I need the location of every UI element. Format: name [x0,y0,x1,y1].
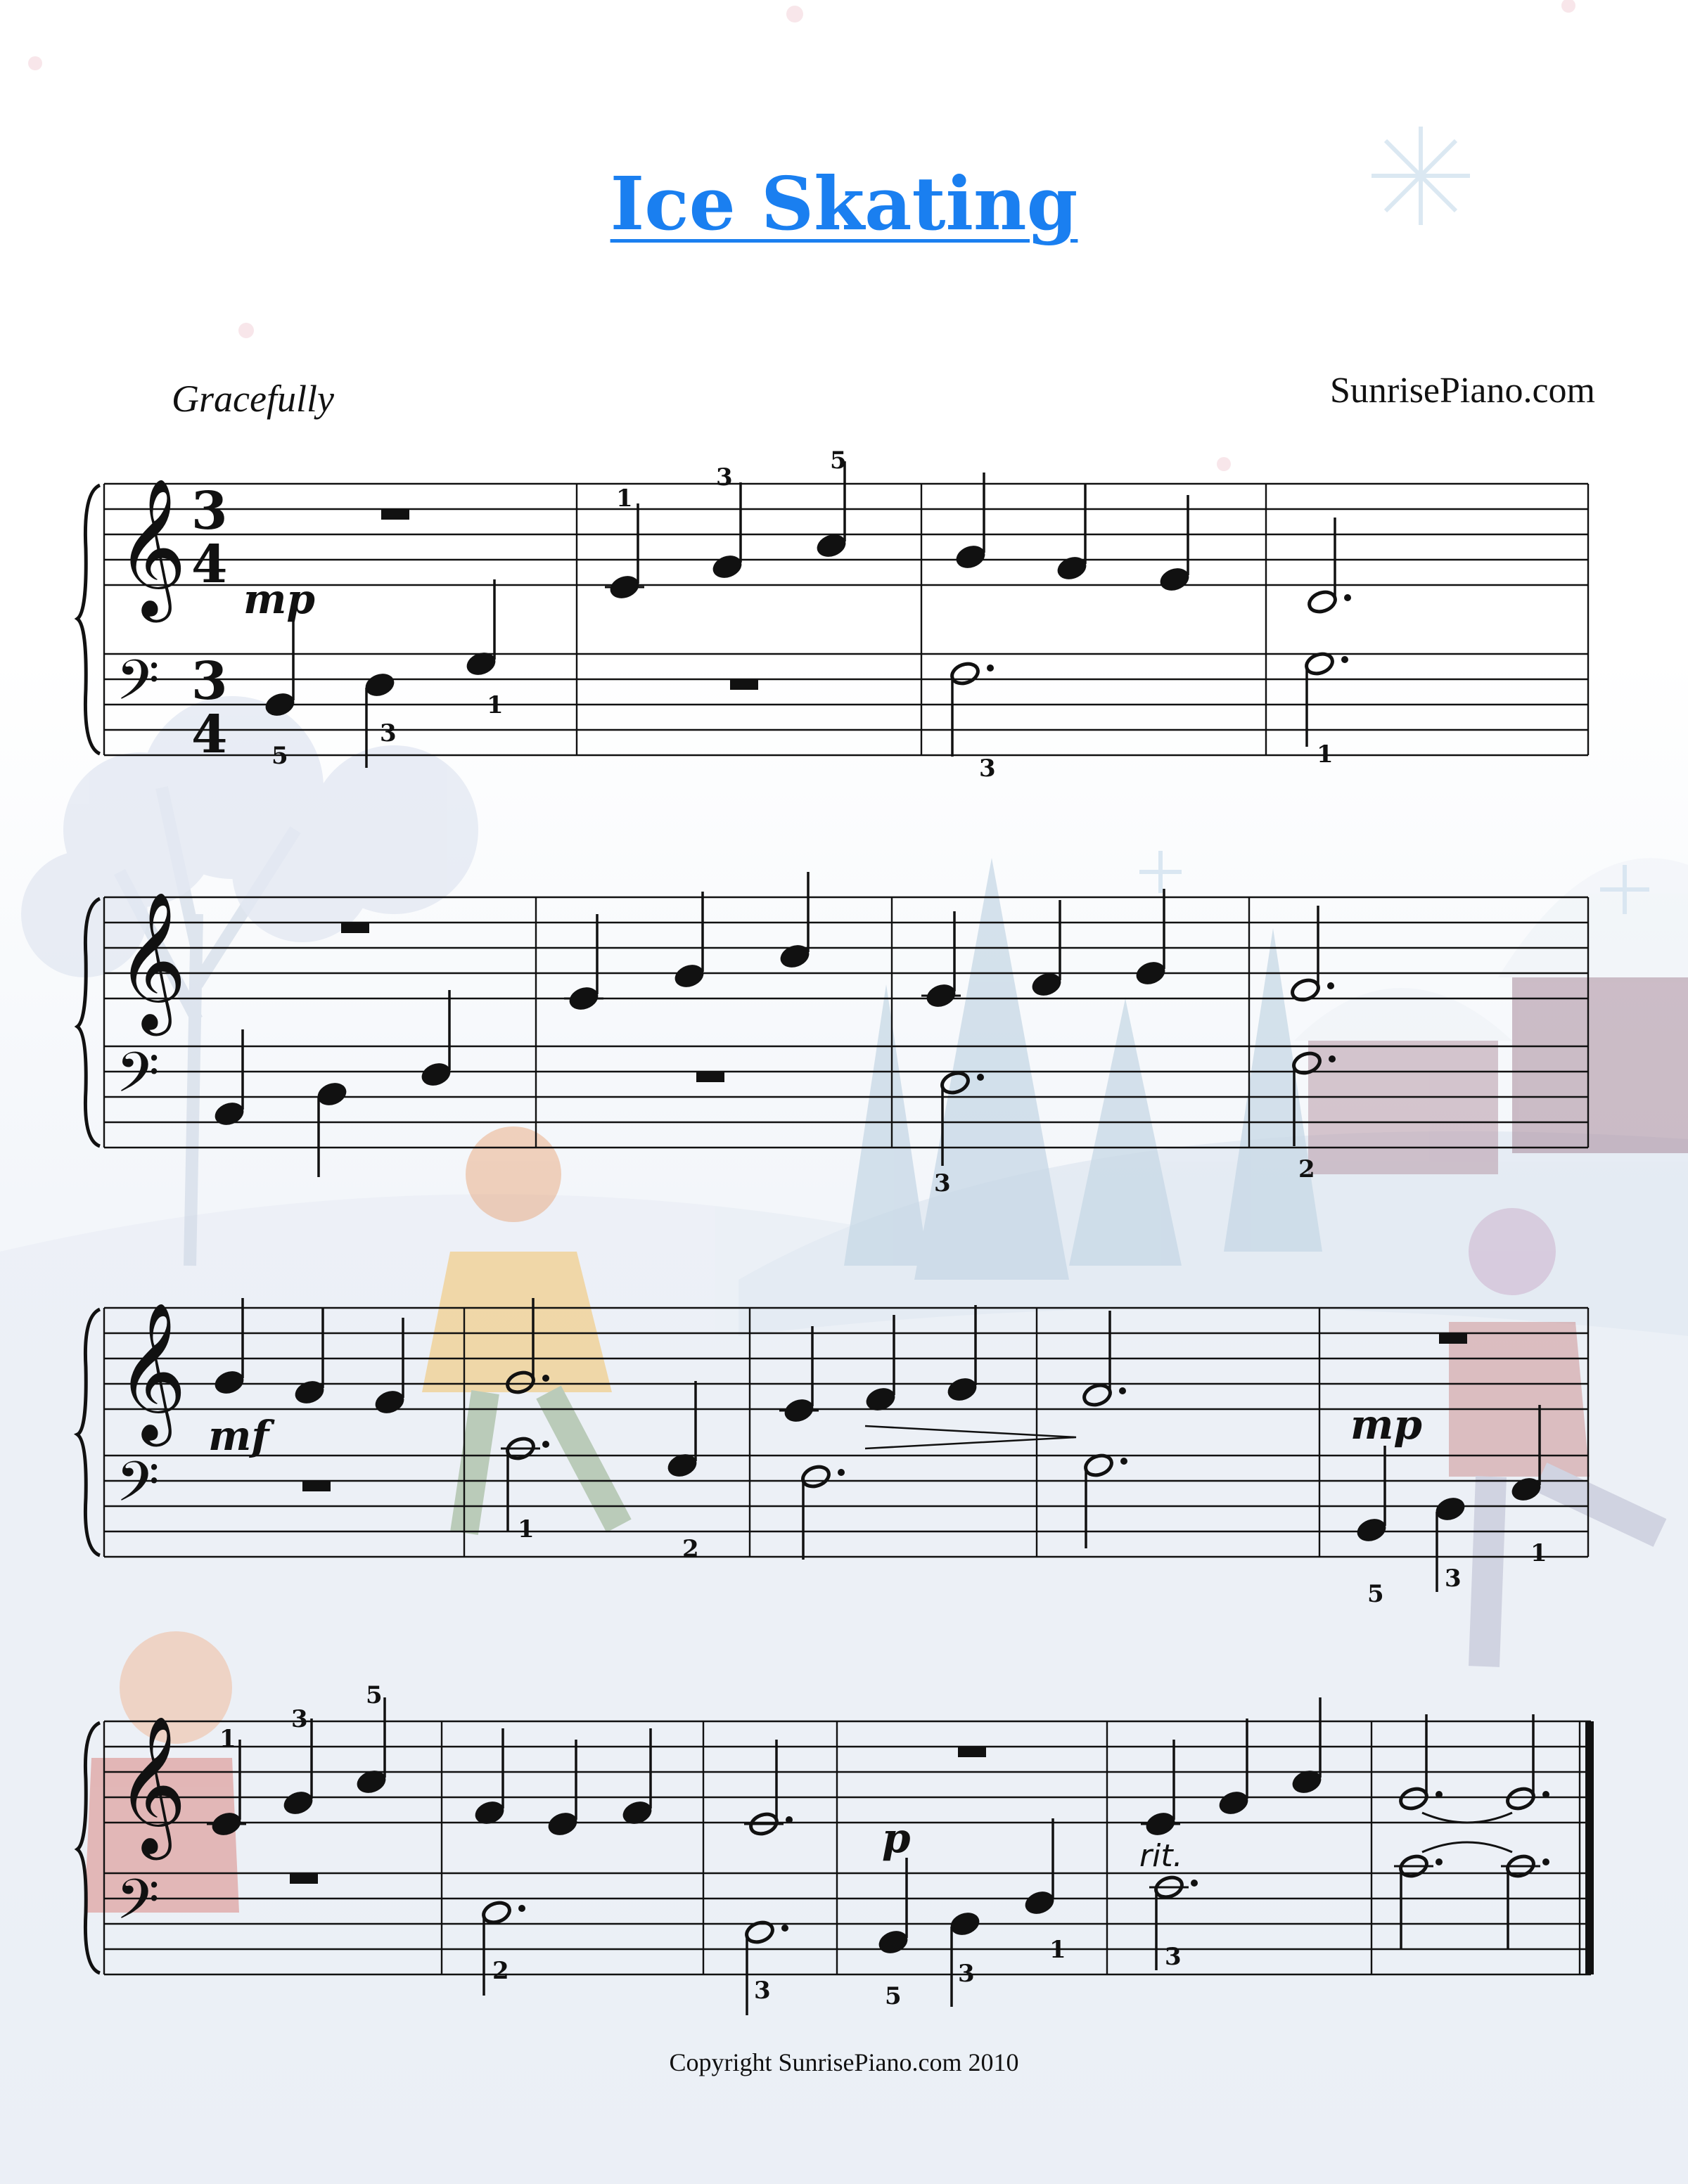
tie [1422,1813,1512,1852]
svg-text:3: 3 [934,1169,951,1197]
svg-text:𝄞: 𝄞 [116,1715,187,1854]
svg-text:3: 3 [754,1977,771,2005]
svg-text:𝄢: 𝄢 [116,1040,160,1119]
system-4 [104,1721,1591,1974]
svg-text:mf: mf [208,1412,269,1460]
svg-text:3: 3 [716,463,733,492]
decrescendo-hairpin [865,1426,1076,1448]
svg-text:5: 5 [830,447,847,475]
svg-text:1: 1 [518,1515,535,1543]
svg-text:3: 3 [191,481,228,541]
svg-text:1: 1 [1317,740,1334,769]
copyright-notice: Copyright SunrisePiano.com 2010 [669,2048,1019,2076]
svg-text:𝄞: 𝄞 [116,891,187,1030]
svg-text:5: 5 [271,742,288,770]
svg-text:3: 3 [958,1960,975,1988]
svg-text:1: 1 [219,1725,236,1753]
svg-text:p: p [882,1814,911,1862]
svg-text:4: 4 [191,534,228,595]
treble-clef: 𝄞 [116,477,187,617]
svg-text:3: 3 [291,1705,308,1733]
tempo-marking: Gracefully [172,378,334,420]
svg-text:2: 2 [1298,1155,1315,1183]
svg-text:1: 1 [616,484,633,513]
svg-text:3: 3 [1445,1565,1462,1593]
svg-text:1: 1 [1049,1936,1066,1964]
publisher-label: SunrisePiano.com [1330,371,1595,411]
svg-text:𝄢: 𝄢 [116,1867,160,1946]
svg-text:2: 2 [682,1535,699,1563]
svg-text:2: 2 [492,1957,509,1985]
svg-text:5: 5 [1367,1580,1384,1608]
bass-clef: 𝄢 [116,648,160,726]
song-title: Ice Skating [610,160,1078,247]
fingering [219,447,1547,2010]
system-1 [104,484,1588,755]
svg-text:3: 3 [979,754,996,783]
svg-text:𝄢: 𝄢 [116,1449,160,1528]
svg-text:3: 3 [380,719,397,747]
system-2 [104,897,1588,1148]
time-signature [191,481,228,765]
svg-text:1: 1 [1530,1539,1547,1567]
svg-text:3: 3 [1165,1943,1182,1971]
svg-text:mp: mp [1350,1401,1422,1448]
svg-text:5: 5 [885,1982,902,2010]
svg-text:1: 1 [487,691,504,719]
dynamic-marking [208,575,1422,1862]
svg-text:𝄞: 𝄞 [116,1302,187,1441]
svg-text:mp: mp [243,575,315,623]
svg-text:3: 3 [191,651,228,712]
ritardando-marking: rit. [1139,1838,1183,1874]
svg-text:5: 5 [366,1681,383,1709]
svg-text:4: 4 [191,705,228,765]
